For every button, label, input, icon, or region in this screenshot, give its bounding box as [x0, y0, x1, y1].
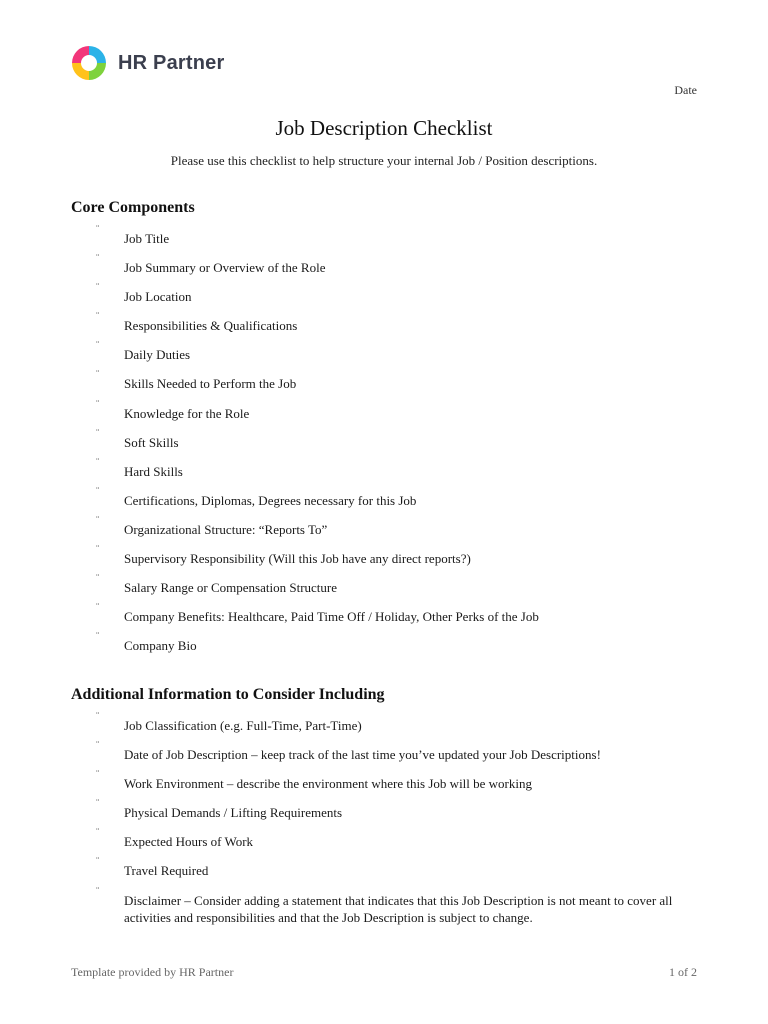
checklist-item-text: Certifications, Diplomas, Degrees necessary for this Job	[124, 492, 417, 508]
checklist-item-text: Organizational Structure: “Reports To”	[124, 521, 328, 537]
checklist-item-text: Knowledge for the Role	[124, 405, 250, 421]
hr-partner-logo-icon	[70, 44, 108, 82]
checkbox-icon: ¨	[96, 544, 100, 556]
checkbox-icon: ¨	[96, 769, 100, 781]
checkbox-icon: ¨	[96, 885, 100, 897]
checklist-item-text: Responsibilities & Qualifications	[124, 318, 298, 334]
checkbox-icon: ¨	[96, 398, 100, 410]
checklist-item-text: Soft Skills	[124, 434, 179, 450]
checkbox-icon: ¨	[96, 711, 100, 722]
checklist-item-text: Expected Hours of Work	[124, 834, 254, 850]
checkbox-icon: ¨	[96, 485, 100, 497]
checkbox-icon: ¨	[96, 602, 100, 614]
checklist-item	[96, 427, 706, 462]
checkbox-icon: ¨	[96, 456, 100, 468]
checklist-item-text: Disclaimer – Consider adding a statement that indicates that this Job Description is not meant to cover all activities and responsibilities and that the Job Description is subject to change.	[124, 892, 673, 925]
checkbox-icon: ¨	[96, 224, 100, 235]
checklist-item	[96, 340, 706, 374]
checkbox-icon: ¨	[96, 514, 100, 526]
logo-wordmark: HR Partner	[118, 51, 225, 74]
checklist-item	[96, 769, 706, 803]
checkbox-icon: ¨	[96, 740, 100, 752]
section-heading-core-components: Core Components	[71, 199, 195, 216]
checklist-item-text: Physical Demands / Lifting Requirements	[124, 805, 343, 821]
checklist-item-text: Daily Duties	[124, 347, 191, 363]
checklist-item	[96, 602, 706, 636]
checkbox-icon: ¨	[96, 282, 100, 294]
page-subtitle: Please use this checklist to help structure your internal Job / Position descriptions.	[170, 153, 598, 168]
footer-credit: Template provided by HR Partner	[71, 965, 234, 979]
checklist-item	[96, 740, 706, 774]
checklist-item	[96, 885, 706, 925]
date-field-label: Date	[674, 83, 697, 97]
checkbox-icon: ¨	[96, 369, 100, 381]
checklist-item	[96, 514, 706, 549]
checkbox-icon: ¨	[96, 827, 100, 839]
checkbox-icon: ¨	[96, 631, 100, 643]
checkbox-icon: ¨	[96, 427, 100, 439]
checklist-item	[96, 827, 706, 861]
checkbox-icon: ¨	[96, 340, 100, 352]
checkbox-icon: ¨	[96, 856, 100, 868]
checkbox-icon: ¨	[96, 798, 100, 810]
checklist-item	[96, 253, 706, 287]
checklist-item	[96, 711, 706, 745]
checklist-item-text: Work Environment – describe the environment where this Job will be working	[124, 776, 533, 792]
page-title: Job Description Checklist	[275, 116, 493, 140]
checklist-item	[96, 398, 706, 433]
checklist-item-text: Salary Range or Compensation Structure	[124, 580, 338, 596]
checklist-item-text: Job Location	[124, 289, 192, 305]
checklist-item	[96, 311, 706, 345]
checklist-item	[96, 856, 706, 890]
core-components-list	[96, 224, 706, 665]
checklist-item-text: Job Classification (e.g. Full-Time, Part-Time)	[124, 718, 362, 733]
checklist-item	[96, 573, 706, 607]
checklist-item-text: Supervisory Responsibility (Will this Job have any direct reports?)	[124, 551, 471, 567]
checklist-item	[96, 485, 706, 520]
checklist-item-text: Travel Required	[124, 863, 209, 879]
checklist-item-text: Company Benefits: Healthcare, Paid Time Off / Holiday, Other Perks of the Job	[124, 609, 539, 625]
checklist-item-text: Job Title	[124, 231, 170, 246]
checklist-item	[96, 544, 706, 578]
checklist-item	[96, 456, 706, 491]
checklist-item-text: Company Bio	[124, 638, 197, 654]
checklist-item	[96, 798, 706, 832]
checklist-item-text: Job Summary or Overview of the Role	[124, 260, 326, 276]
checkbox-icon: ¨	[96, 573, 100, 585]
checklist-item-text: Skills Needed to Perform the Job	[124, 376, 297, 392]
page-number: 1 of 2	[669, 965, 697, 979]
checkbox-icon: ¨	[96, 311, 100, 323]
additional-information-list	[96, 711, 706, 925]
checklist-item	[96, 224, 706, 258]
checklist-item	[96, 631, 706, 665]
hr-partner-logo	[70, 44, 224, 82]
checklist-item-text: Hard Skills	[124, 463, 183, 479]
checklist-item	[96, 369, 706, 403]
checklist-item-text: Date of Job Description – keep track of the last time you’ve updated your Job Descriptions!	[124, 747, 601, 763]
section-heading-additional-information: Additional Information to Consider Including	[71, 686, 385, 703]
checklist-item	[96, 282, 706, 316]
checkbox-icon: ¨	[96, 253, 100, 265]
